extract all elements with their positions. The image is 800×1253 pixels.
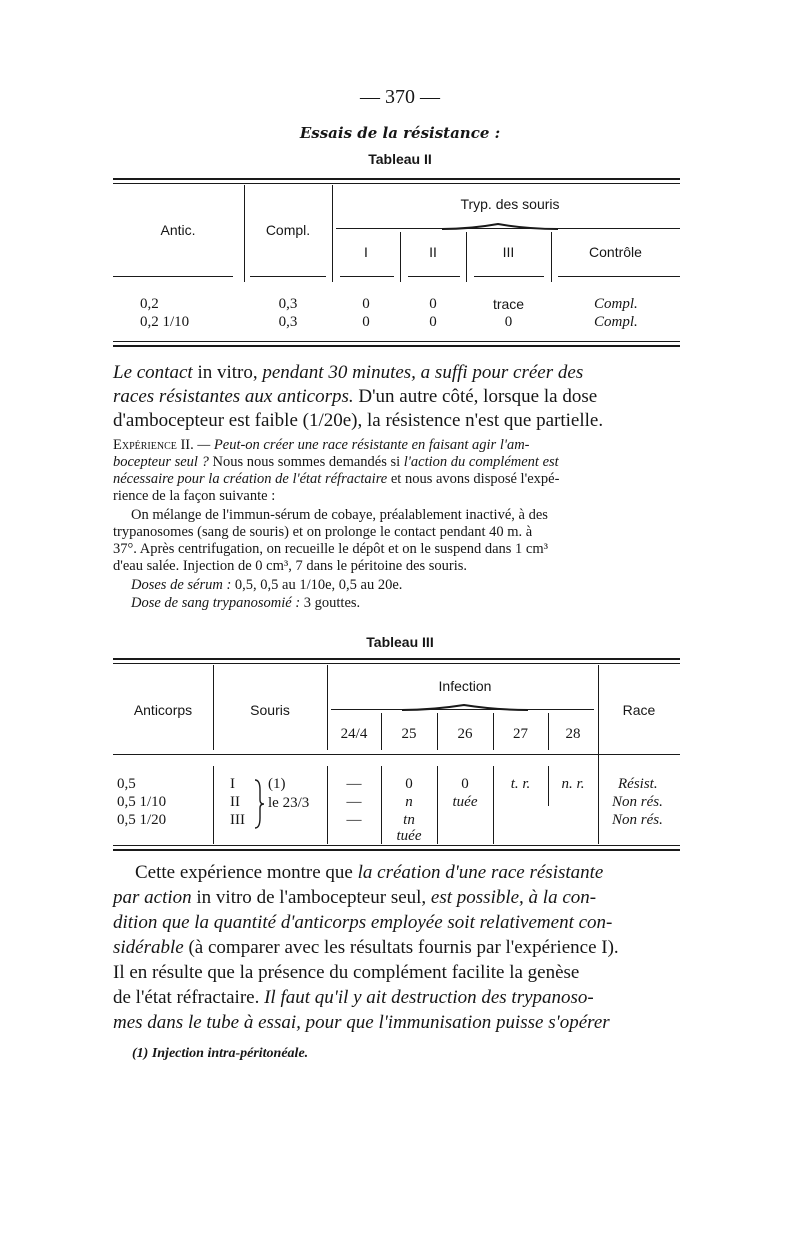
table-3-cell-24-4: —	[346, 794, 362, 810]
table-3-cell-25: tuée	[396, 828, 422, 844]
experience-text: nécessaire pour la création de l'état réfractaire	[113, 471, 388, 487]
para1-text: Le contact	[113, 362, 193, 383]
footnote: (1) Injection intra-péritonéale.	[132, 1046, 309, 1061]
table-3-header-souris: Souris	[250, 702, 290, 718]
table-3-cell-race: Non rés.	[612, 794, 663, 810]
para2-text: sidérable	[113, 937, 184, 958]
table-2-header-iii: III	[502, 244, 515, 260]
table-3-header-date: 27	[513, 726, 528, 742]
table-2-header-rule-seg	[474, 276, 544, 277]
table-2-vline-2	[332, 185, 333, 282]
table-3-top-rule-thin	[113, 663, 680, 664]
experience-label: Expérience II.	[113, 437, 194, 453]
experience-text: l'action du complément est	[403, 454, 559, 470]
table-3-cell-28: n. r.	[561, 776, 585, 792]
para1-text: d'ambocepteur est faible (1/20e), la résistence n'est que partielle.	[113, 410, 604, 431]
table-3-cell-souris: II	[230, 794, 240, 810]
experience-text: rience de la façon suivante :	[113, 488, 276, 504]
table-3-souris-date: le 23/3	[268, 795, 310, 811]
table-2-header-i: I	[364, 244, 368, 260]
experience-text: Nous nous sommes demandés si	[208, 454, 404, 470]
table-2-cell-compl: 0,3	[278, 314, 298, 330]
table-3-header-rule	[113, 754, 680, 755]
table-3-cell-race: Résist.	[618, 776, 658, 792]
table-2-caption: Tableau II	[368, 151, 432, 167]
table-3-top-rule	[113, 658, 680, 660]
para2-text: de l'ambocepteur seul,	[256, 887, 431, 908]
table-3-cell-souris: I	[230, 776, 235, 792]
table-2-cell-controle: Compl.	[594, 296, 638, 312]
table-2-top-rule-thin	[113, 183, 680, 184]
table-3-souris-note: (1)	[268, 776, 286, 792]
table-2-cell-ii: 0	[429, 314, 437, 330]
table-3-cell-souris: III	[230, 812, 245, 828]
table-3-cell-24-4: —	[346, 776, 362, 792]
table-2-bottom-rule-thin	[113, 341, 680, 342]
experience-text: 37°. Après centrifugation, on recueille le dépôt et on le suspend dans 1 cm³	[113, 541, 548, 557]
para2-text: est possible, à la con-	[430, 887, 597, 908]
table-2-cell-controle: Compl.	[594, 314, 638, 330]
experience-text: 0,5, 0,5 au 1/10e, 0,5 au 20e.	[231, 577, 403, 593]
para1-text: D'un autre côté, lorsque la dose	[353, 386, 598, 407]
section-title: Essais de la résistance :	[299, 124, 501, 142]
para1-text: races résistantes aux anticorps.	[113, 386, 354, 407]
table-3-souris-brace	[252, 778, 266, 830]
table-3-vline-body	[213, 766, 214, 844]
para1-text: in vitro,	[192, 362, 263, 383]
table-2-cell-ii: 0	[429, 296, 437, 312]
table-3-cell-race: Non rés.	[612, 812, 663, 828]
experience-text: Doses de sérum :	[131, 577, 232, 593]
table-3-header-date: 28	[565, 726, 581, 742]
table-3-brace	[400, 703, 530, 715]
table-3-cell-26: 0	[461, 776, 469, 792]
table-3-cell-anticorps: 0,5 1/10	[117, 794, 167, 810]
para2-text: la création d'une race résistante	[357, 862, 604, 883]
table-2-cell-iii: trace	[492, 296, 525, 312]
table-3-cell-26: tuée	[452, 794, 478, 810]
table-2-brace	[440, 222, 560, 234]
table-2-header-controle: Contrôle	[589, 244, 642, 260]
table-3-header-infection: Infection	[438, 678, 492, 694]
experience-text: 3 gouttes.	[300, 595, 361, 611]
table-2-header-rule-seg	[340, 276, 394, 277]
experience-text: bocepteur seul ?	[113, 454, 209, 470]
table-2-header-antic: Antic.	[160, 222, 196, 238]
experience-text: trypanosomes (sang de souris) et on prolonge le contact pendant 40 m. à	[113, 524, 533, 540]
para2-text: de l'état réfractaire.	[113, 987, 265, 1008]
table-3-header-date: 25	[401, 726, 417, 742]
para2-text: Il en résulte que la présence du complément facilite la genèse	[113, 962, 580, 983]
table-3-header-date: 26	[457, 726, 473, 742]
table-2-header-rule-seg	[558, 276, 680, 277]
table-3-bottom-rule-thin	[113, 845, 680, 846]
table-2-cell-iii: 0	[504, 314, 513, 330]
para2-text: Cette expérience montre que	[135, 862, 358, 883]
table-2-header-rule-seg	[250, 276, 326, 277]
table-2-top-rule	[113, 178, 680, 180]
table-2-bottom-rule	[113, 345, 680, 347]
para2-text: (à comparer avec les résultats fournis par l'expérience I).	[183, 937, 619, 958]
para2-text: mes dans le tube à essai, pour que l'immunisation puisse s'opérer	[113, 1012, 610, 1033]
para2-text: Il faut qu'il y ait destruction des trypanoso-	[264, 987, 594, 1008]
table-2-cell-antic: 0,2	[140, 296, 159, 312]
table-3-header-date: 24/4	[340, 726, 368, 742]
experience-text: et nous avons disposé l'expé-	[387, 471, 560, 487]
table-2-cell-i: 0	[362, 296, 370, 312]
table-2-cell-compl: 0,3	[278, 296, 298, 312]
table-2-header-rule-seg	[408, 276, 460, 277]
table-3-cell-25: tn	[403, 812, 415, 828]
para1-text: pendant 30 minutes, a suffi pour créer des	[262, 362, 584, 383]
table-2-cell-i: 0	[362, 314, 370, 330]
para2-text: par action	[113, 887, 192, 908]
experience-text: Dose de sang trypanosomié :	[131, 595, 301, 611]
table-3-cell-25: 0	[405, 776, 413, 792]
table-2-header-compl: Compl.	[265, 222, 311, 238]
table-3-cell-24-4: —	[346, 812, 362, 828]
table-2-header-group: Tryp. des souris	[460, 196, 560, 212]
table-3-cell-27: t. r.	[510, 776, 531, 792]
table-3-cell-anticorps: 0,5	[117, 776, 136, 792]
experience-text: — Peut-on créer une race résistante en faisant agir l'am-	[197, 437, 530, 453]
para2-text: dition que la quantité d'anticorps employée soit relativement con-	[113, 912, 613, 933]
table-2-cell-antic: 0,2 1/10	[140, 314, 190, 330]
table-3-cell-anticorps: 0,5 1/20	[117, 812, 167, 828]
page-number: — 370 —	[360, 86, 440, 108]
table-3-bottom-rule	[113, 849, 680, 851]
experience-text: On mélange de l'immun-sérum de cobaye, préalablement inactivé, à des	[131, 507, 548, 523]
table-3-cell-25: n	[405, 794, 413, 810]
table-2-header-ii: II	[429, 244, 437, 260]
table-3-caption: Tableau III	[366, 634, 434, 650]
table-3-header-anticorps: Anticorps	[133, 702, 193, 718]
experience-text: d'eau salée. Injection de 0 cm³, 7 dans le péritoine des souris.	[113, 558, 468, 574]
table-2-header-rule	[113, 276, 233, 277]
para2-text: in vitro	[191, 887, 257, 908]
table-3-header-race: Race	[622, 702, 656, 718]
